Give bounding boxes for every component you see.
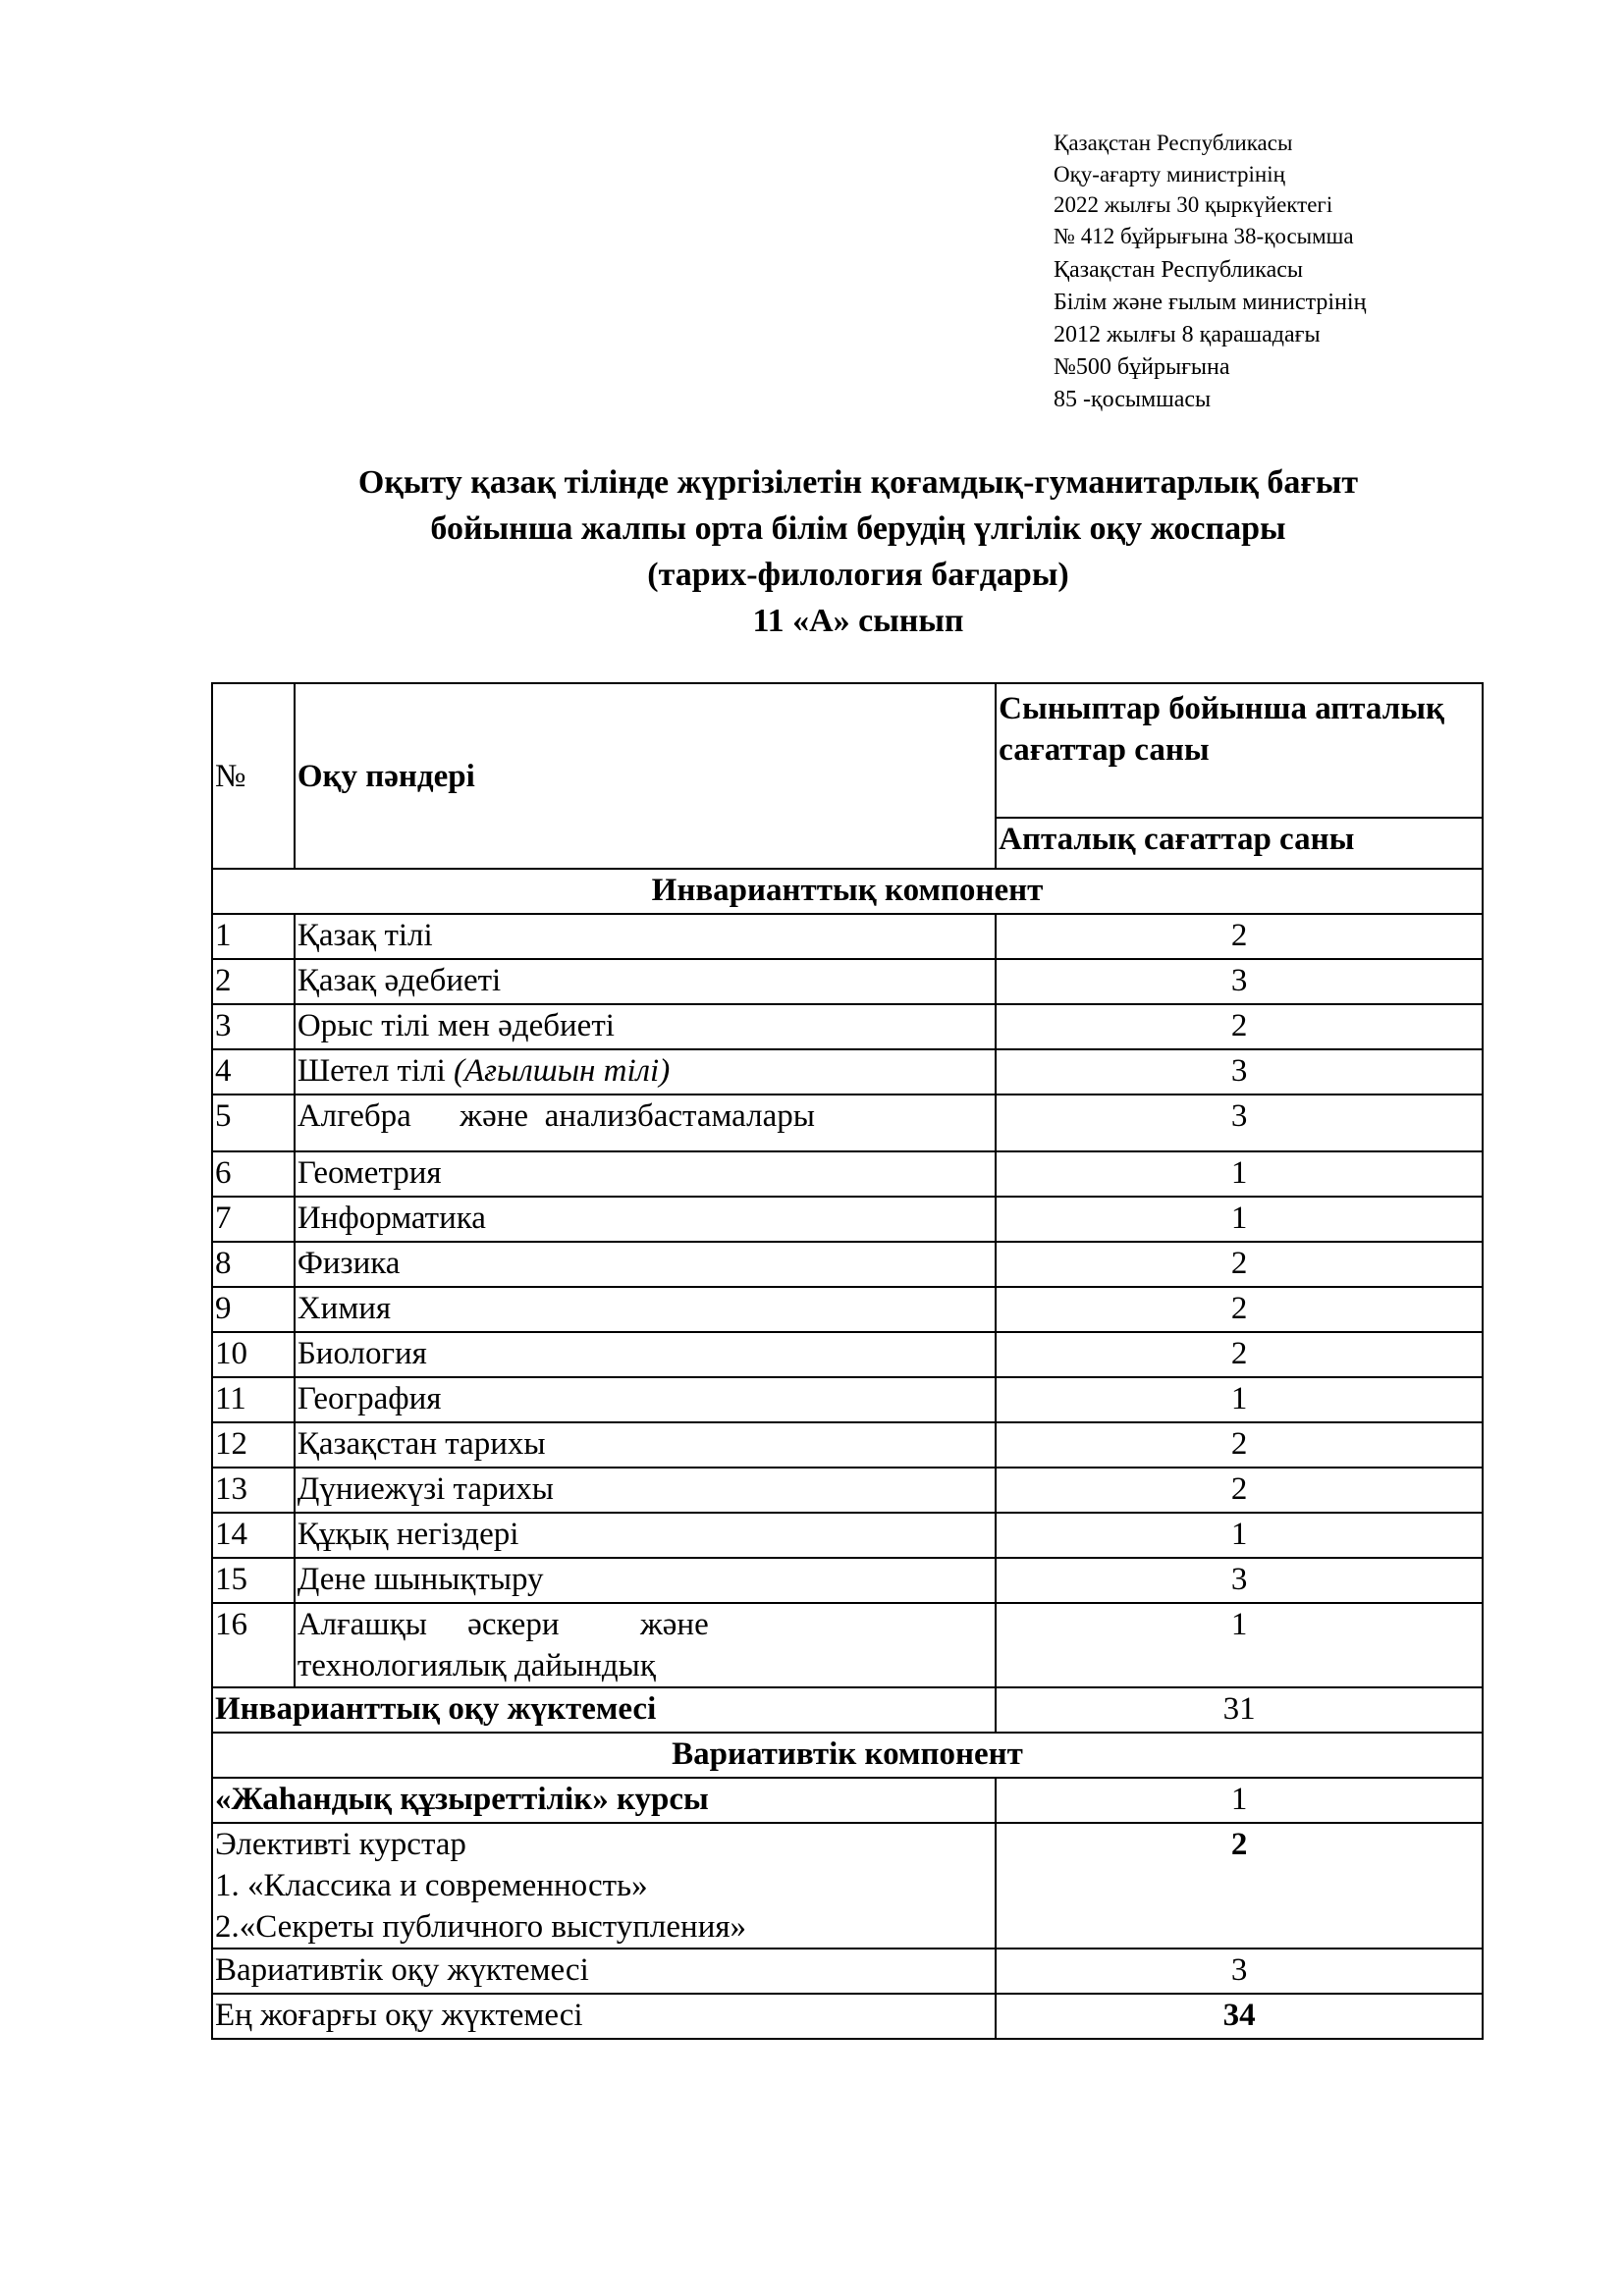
subject-name [295, 1603, 996, 1687]
variative-component-title: Вариативтік компонент [212, 1733, 1483, 1778]
title-line: Оқыту қазақ тілінде жүргізілетін қоғамдық-гуманитарлық бағыт [357, 464, 1359, 501]
order-line: Қазақстан Республикасы [1054, 257, 1304, 283]
weekly-hours: 2 [996, 1468, 1483, 1513]
row-number: 7 [212, 1197, 295, 1242]
table-row [212, 1197, 1483, 1242]
variative-load-value: 3 [996, 1949, 1483, 1994]
weekly-hours: 2 [996, 1332, 1483, 1377]
elective-line: Элективті курстар [215, 1827, 466, 1862]
elective-value: 2 [996, 1823, 1483, 1949]
subject-name: Орыс тілі мен әдебиеті [295, 1004, 996, 1049]
order-line: 2022 жылғы 30 қыркүйектегі [1054, 192, 1333, 217]
row-number: 10 [212, 1332, 295, 1377]
subject-name: Дене шынықтыру [295, 1558, 996, 1603]
row-number: 6 [212, 1151, 295, 1197]
weekly-hours: 1 [996, 1513, 1483, 1558]
weekly-hours: 1 [996, 1197, 1483, 1242]
subject-name: Физика [295, 1242, 996, 1287]
subject-name-text: Шетел тілі [297, 1053, 446, 1089]
weekly-hours: 3 [996, 959, 1483, 1004]
elective-row [212, 1823, 1483, 1949]
table-row [212, 1095, 1483, 1151]
variative-load-row [212, 1949, 1483, 1994]
row-number: 2 [212, 959, 295, 1004]
elective-line: 1. «Классика и современность» [215, 1868, 648, 1903]
row-number: 13 [212, 1468, 295, 1513]
weekly-hours: 2 [996, 1422, 1483, 1468]
weekly-hours: 3 [996, 1558, 1483, 1603]
weekly-hours: 2 [996, 1287, 1483, 1332]
row-number: 5 [212, 1095, 295, 1151]
subject-name: География [295, 1377, 996, 1422]
table-row [212, 1049, 1483, 1095]
subject-name: Қазақстан тарихы [295, 1422, 996, 1468]
table-row [212, 1377, 1483, 1422]
row-number: 9 [212, 1287, 295, 1332]
table-row [212, 959, 1483, 1004]
weekly-hours: 2 [996, 914, 1483, 959]
row-number: 12 [212, 1422, 295, 1468]
global-course-row [212, 1778, 1483, 1823]
variative-load-label: Вариативтік оқу жүктемесі [212, 1949, 996, 1994]
header-subjects: Оқу пәндері [295, 683, 996, 869]
elective-line: 2.«Секреты публичного выступления» [215, 1909, 747, 1945]
weekly-hours: 2 [996, 1004, 1483, 1049]
subject-name: Информатика [295, 1197, 996, 1242]
invariant-load-label: Инварианттық оқу жүктемесі [212, 1687, 996, 1733]
row-number: 1 [212, 914, 295, 959]
table-row [212, 1151, 1483, 1197]
table-row [212, 1468, 1483, 1513]
order-line: Оқу-ағарту министрінің [1054, 161, 1285, 187]
table-row [212, 1558, 1483, 1603]
class-name: 11 «А» сынып [752, 603, 964, 639]
row-number: 14 [212, 1513, 295, 1558]
row-number: 11 [212, 1377, 295, 1422]
max-load-value: 34 [996, 1994, 1483, 2039]
subject-name [295, 1049, 996, 1095]
elective-courses [212, 1823, 996, 1949]
subject-name-line: Алғашқы әскери және [297, 1607, 709, 1642]
table-row [212, 1242, 1483, 1287]
row-number: 8 [212, 1242, 295, 1287]
table-row [212, 1287, 1483, 1332]
subject-name: Алгебра және анализбастамалары [295, 1095, 996, 1151]
global-course-label: «Жаһандық құзыреттілік» курсы [212, 1778, 996, 1823]
header-number: № [212, 683, 295, 869]
weekly-hours: 1 [996, 1151, 1483, 1197]
subject-name: Биология [295, 1332, 996, 1377]
invariant-component-title: Инварианттық компонент [212, 869, 1483, 914]
global-course-value: 1 [996, 1778, 1483, 1823]
subject-name: Дүниежүзі тарихы [295, 1468, 996, 1513]
order-line: № 412 бұйрығына 38-қосымша [1054, 223, 1354, 248]
subject-language-note: (Ағылшын тілі) [454, 1053, 671, 1089]
order-reference-2022 [1054, 128, 1354, 251]
section-row [212, 1733, 1483, 1778]
document-title [0, 459, 1624, 644]
invariant-load-row [212, 1687, 1483, 1733]
title-line: бойынша жалпы орта білім берудің үлгілік оқу жоспары [430, 510, 1286, 547]
weekly-hours: 3 [996, 1095, 1483, 1151]
table-row [212, 1513, 1483, 1558]
order-line: №500 бұйрығына [1054, 354, 1230, 380]
subject-name: Қазақ әдебиеті [295, 959, 996, 1004]
weekly-hours: 2 [996, 1242, 1483, 1287]
order-line: Қазақстан Республикасы [1054, 131, 1293, 155]
max-load-row [212, 1994, 1483, 2039]
subject-name: Геометрия [295, 1151, 996, 1197]
curriculum-table [211, 682, 1484, 2040]
weekly-hours: 1 [996, 1377, 1483, 1422]
table-row [212, 1004, 1483, 1049]
table-row [212, 1422, 1483, 1468]
header-hours-group: Сыныптар бойынша апталық сағаттар саны [996, 683, 1483, 818]
row-number: 3 [212, 1004, 295, 1049]
header-weekly-hours: Апталық сағаттар саны [996, 818, 1483, 869]
subject-name-line: технологиялық дайындық [297, 1648, 656, 1683]
weekly-hours: 1 [996, 1603, 1483, 1687]
title-line: (тарих-филология бағдары) [647, 557, 1069, 593]
subject-name: Химия [295, 1287, 996, 1332]
order-line: 85 -қосымшасы [1054, 387, 1212, 412]
order-line: 2012 жылғы 8 қарашадағы [1054, 322, 1321, 347]
subject-name: Қазақ тілі [295, 914, 996, 959]
order-reference-2012 [1054, 254, 1366, 416]
subject-name: Құқық негіздері [295, 1513, 996, 1558]
table-header-row [212, 683, 1483, 818]
order-line: Білім және ғылым министрінің [1054, 290, 1367, 315]
section-row [212, 869, 1483, 914]
row-number: 15 [212, 1558, 295, 1603]
table-row [212, 914, 1483, 959]
max-load-label: Ең жоғарғы оқу жүктемесі [212, 1994, 996, 2039]
table-row [212, 1332, 1483, 1377]
row-number: 16 [212, 1603, 295, 1687]
table-row [212, 1603, 1483, 1687]
row-number: 4 [212, 1049, 295, 1095]
invariant-load-value: 31 [996, 1687, 1483, 1733]
weekly-hours: 3 [996, 1049, 1483, 1095]
